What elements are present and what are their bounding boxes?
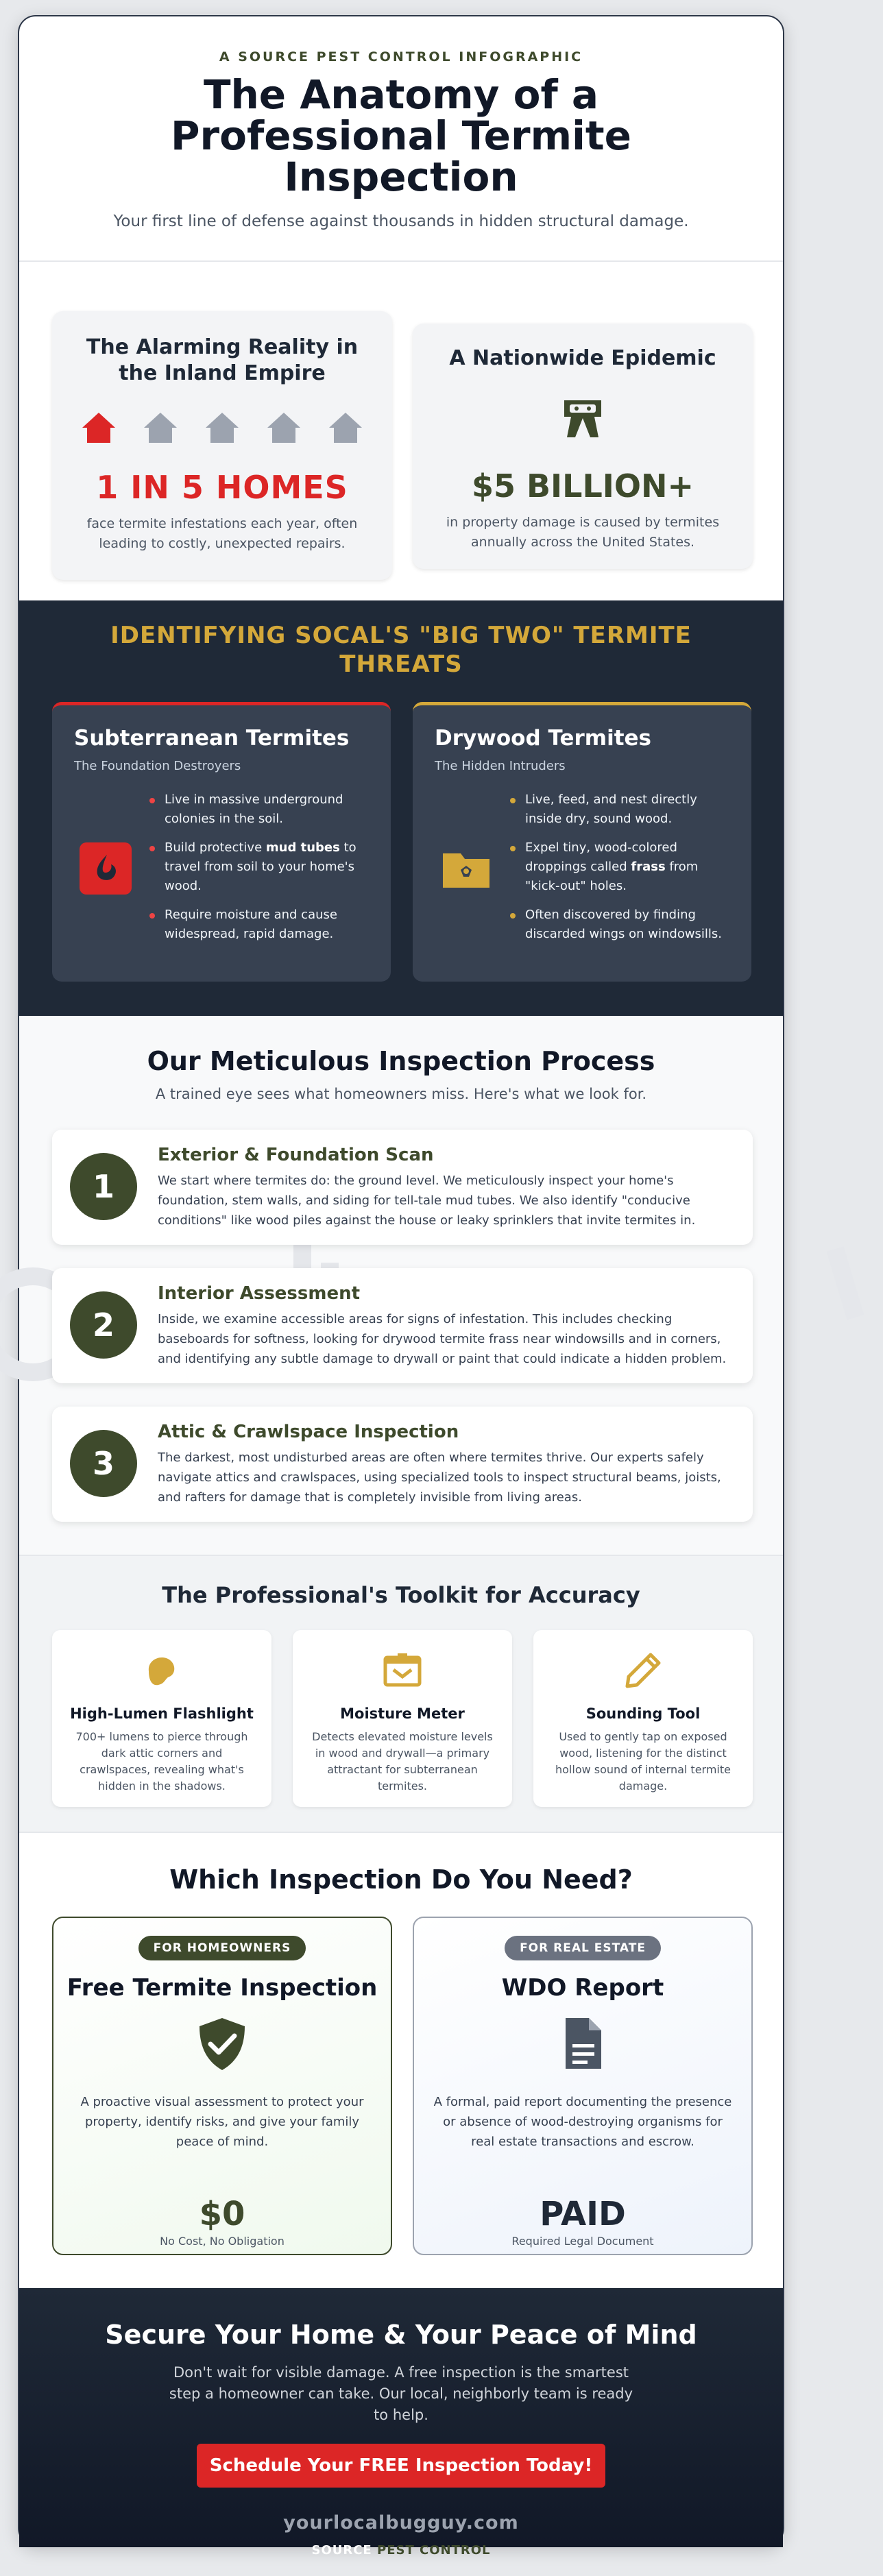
cta-text: Don't wait for visible damage. A free inspection is the smartest step a homeowner can take. Our local, neighborly team is ready to help.	[169, 2364, 633, 2423]
threat-card-subterranean	[52, 702, 391, 982]
stat-title: A Nationwide Epidemic	[449, 346, 716, 370]
threats-section	[19, 600, 783, 1016]
cta-title: Secure Your Home & Your Peace of Mind	[105, 2320, 697, 2350]
option-description: A proactive visual assessment to protect your property, identify risks, and give your family peace of mind.	[80, 2095, 364, 2149]
threat-name: Drywood Termites	[435, 726, 652, 751]
list-item: Require moisture and cause widespread, rapid damage.	[149, 906, 370, 944]
termite-icon	[560, 396, 605, 441]
option-card-free-inspection	[52, 1917, 392, 2255]
website-link[interactable]: yourlocalbugguy.com	[283, 2512, 519, 2534]
toolkit-section	[19, 1555, 783, 1833]
threats-title: IDENTIFYING SOCAL'S "BIG TWO" TERMITE THREATS	[110, 622, 692, 678]
infographic	[18, 15, 784, 2557]
step-title: Attic & Crawlspace Inspection	[158, 1422, 459, 1442]
tool-name: Sounding Tool	[585, 1705, 701, 1722]
step-text: We start where termites do: the ground level. We meticulously inspect your home's foundation, stem walls, and siding for tell-tale mud tubes. We also identify "conducive conditions" like wood piles against the house or leaky sprinklers that invite termites in.	[158, 1174, 696, 1228]
shield-check-icon	[197, 2017, 247, 2071]
list-item: Often discovered by finding discarded wings on windowsills.	[510, 906, 731, 944]
house-icon	[266, 411, 302, 444]
list-item: Expel tiny, wood-colored droppings called frass from "kick-out" holes.	[510, 838, 731, 896]
threat-card-drywood	[413, 702, 751, 982]
option-name: Free Termite Inspection	[66, 1974, 378, 2002]
house-icon	[143, 411, 178, 444]
stat-card-nationwide	[413, 324, 753, 569]
list-item: Live in massive underground colonies in the soil.	[149, 790, 370, 829]
brand-logo	[19, 2543, 783, 2557]
option-price: PAID	[540, 2195, 626, 2233]
option-price: $0	[199, 2195, 245, 2233]
threat-tagline: The Hidden Intruders	[435, 759, 566, 773]
toolkit-title: The Professional's Toolkit for Accuracy	[162, 1582, 640, 1608]
threat-name: Subterranean Termites	[74, 726, 350, 751]
option-card-wdo-report	[413, 1917, 753, 2255]
soil-icon	[80, 842, 132, 895]
step-title: Exterior & Foundation Scan	[158, 1145, 434, 1165]
pencil-icon	[623, 1651, 663, 1690]
header	[19, 16, 783, 262]
process-step	[52, 1130, 753, 1245]
eyebrow: A SOURCE PEST CONTROL INFOGRAPHIC	[219, 49, 583, 64]
tool-name: Moisture Meter	[340, 1705, 465, 1722]
moisture-meter-icon	[383, 1651, 422, 1690]
compare-title: Which Inspection Do You Need?	[169, 1864, 633, 1895]
process-section	[19, 1016, 783, 1555]
stat-title: The Alarming Reality in the Inland Empire	[86, 335, 359, 385]
flashlight-icon	[142, 1651, 182, 1690]
page-subtitle: Your first line of defense against thousands in hidden structural damage.	[113, 212, 689, 230]
stat-description: face termite infestations each year, often leading to costly, unexpected repairs.	[86, 516, 358, 551]
process-title: Our Meticulous Inspection Process	[147, 1046, 655, 1076]
tool-card	[293, 1630, 512, 1807]
audience-badge: FOR REAL ESTATE	[505, 1936, 661, 1960]
house-icons	[52, 411, 392, 444]
folder-icon	[440, 842, 492, 895]
process-step	[52, 1407, 753, 1522]
house-icon	[81, 411, 117, 444]
brand-name: SOURCE	[311, 2543, 372, 2557]
option-name: WDO Report	[501, 1974, 664, 2002]
option-description: A formal, paid report documenting the presence or absence of wood-destroying organisms for real estate transactions and escrow.	[433, 2095, 732, 2149]
cta-section	[19, 2288, 783, 2557]
stats-section	[19, 263, 783, 599]
house-icon	[328, 411, 363, 444]
threat-bullets	[510, 790, 731, 953]
step-title: Interior Assessment	[158, 1283, 361, 1304]
threat-bullets	[149, 790, 370, 953]
brand-descriptor: PEST CONTROL	[377, 2543, 491, 2557]
tool-card	[533, 1630, 753, 1807]
stat-figure: $5 BILLION+	[471, 467, 694, 505]
step-number: 2	[70, 1291, 137, 1359]
tool-description: 700+ lumens to pierce through dark attic corners and crawlspaces, revealing what's hidden in the shadows.	[75, 1730, 248, 1793]
step-number: 1	[70, 1153, 137, 1220]
audience-badge: FOR HOMEOWNERS	[138, 1936, 306, 1960]
tool-description: Detects elevated moisture levels in wood and drywall—a primary attractant for subterranean termites.	[312, 1730, 493, 1793]
tool-description: Used to gently tap on exposed wood, listening for the distinct hollow sound of internal termite damage.	[555, 1730, 731, 1793]
step-text: Inside, we examine accessible areas for signs of infestation. This includes checking baseboards for softness, looking for drywood termite frass near windowsills and in corners, and identifying any subtle damage to drywall or paint that could indicate a hidden problem.	[158, 1312, 727, 1366]
stat-description: in property damage is caused by termites annually across the United States.	[446, 515, 720, 550]
tool-name: High-Lumen Flashlight	[70, 1705, 254, 1722]
option-note: No Cost, No Obligation	[160, 2235, 285, 2248]
schedule-inspection-button[interactable]: Schedule Your FREE Inspection Today!	[197, 2444, 605, 2488]
house-icon	[204, 411, 240, 444]
step-text: The darkest, most undisturbed areas are often where termites thrive. Our experts safely navigate attics and crawlspaces, using specialized tools to inspect structural beams, joists, and rafters for damage that is completely invisible from living areas.	[158, 1450, 721, 1505]
threat-tagline: The Foundation Destroyers	[74, 759, 241, 773]
list-item: Live, feed, and nest directly inside dry, sound wood.	[510, 790, 731, 829]
divider	[19, 260, 783, 262]
stat-card-inland-empire	[52, 311, 392, 580]
list-item: Build protective mud tubes to travel from soil to your home's wood.	[149, 838, 370, 896]
stat-figure: 1 IN 5 HOMES	[96, 469, 348, 506]
tool-card	[52, 1630, 271, 1807]
process-subtitle: A trained eye sees what homeowners miss. Here's what we look for.	[155, 1086, 647, 1102]
compare-section	[19, 1833, 783, 2288]
document-icon	[557, 2017, 608, 2071]
step-number: 3	[70, 1430, 137, 1497]
process-step	[52, 1268, 753, 1383]
option-note: Required Legal Document	[511, 2235, 654, 2248]
page-title: The Anatomy of a Professional Termite Inspection	[171, 71, 631, 200]
